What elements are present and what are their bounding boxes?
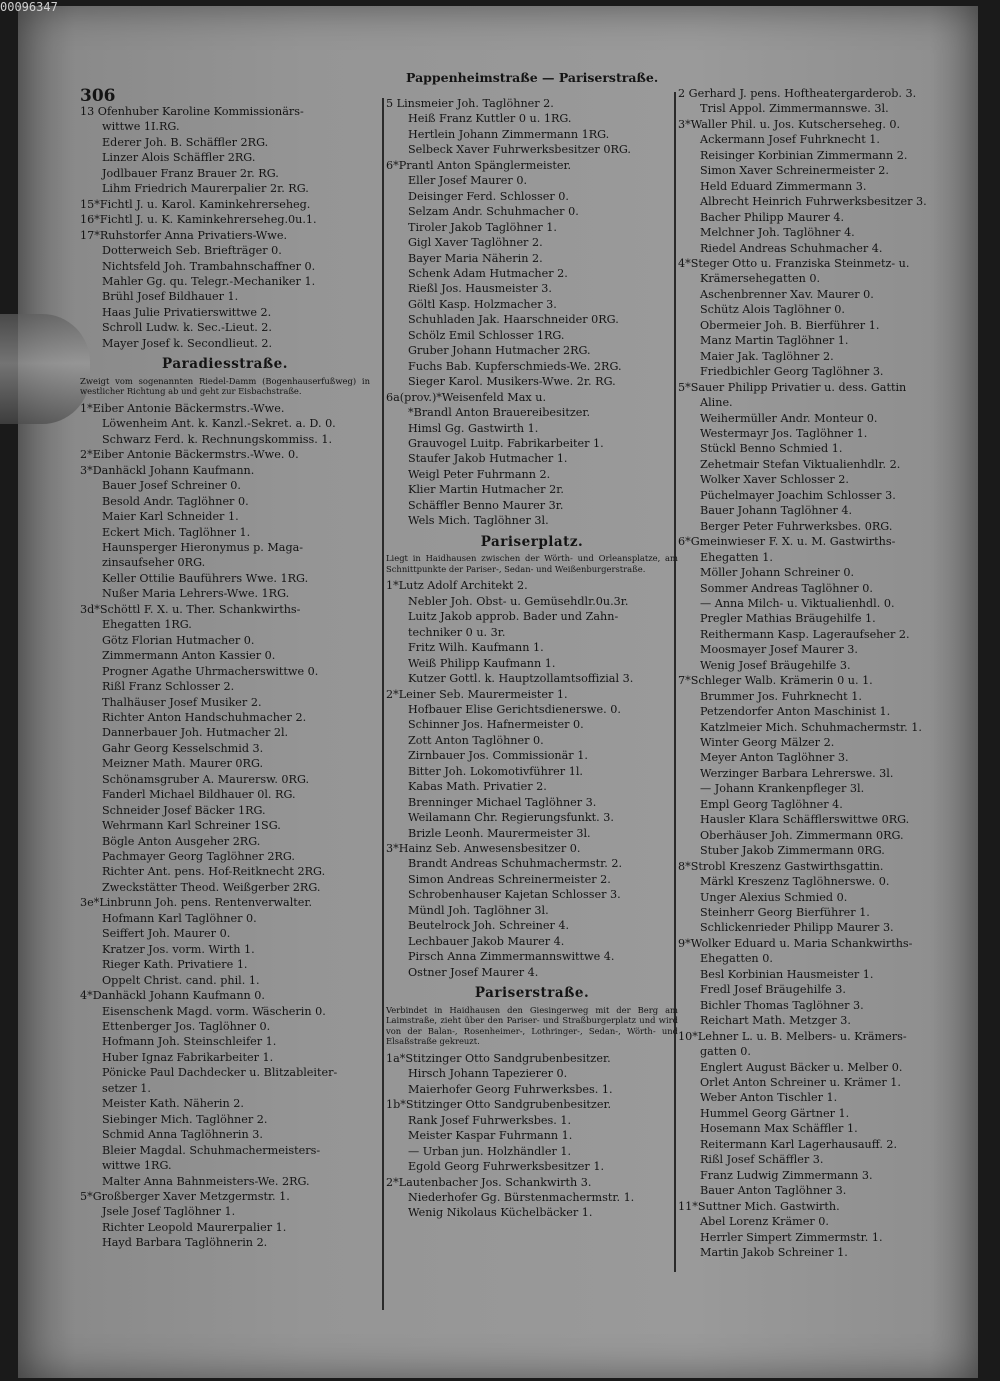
directory-entry: Hosemann Max Schäffler 1.	[700, 1122, 858, 1136]
directory-entry: 6*Prantl Anton Spänglermeister.	[386, 158, 572, 172]
directory-entry: 5 Linsmeier Joh. Taglöhner 2.	[386, 97, 554, 110]
directory-entry: Unger Alexius Schmied 0.	[700, 890, 848, 904]
directory-entry: Bayer Maria Näherin 2.	[408, 251, 543, 265]
directory-entry: Zirnbauer Jos. Commissionär 1.	[408, 749, 588, 763]
column-rule-left	[382, 98, 384, 1310]
directory-entry: wittwe 1RG.	[102, 1159, 172, 1173]
directory-entry: Kratzer Jos. vorm. Wirth 1.	[102, 942, 255, 956]
directory-entry: Eisenschenk Magd. vorm. Wäscherin 0.	[102, 1004, 326, 1018]
directory-entry: 3e*Linbrunn Joh. pens. Rentenverwalter.	[80, 896, 313, 910]
directory-entry: Grauvogel Luitp. Fabrikarbeiter 1.	[408, 436, 604, 450]
directory-entry: Richter Anton Handschuhmacher 2.	[102, 710, 307, 724]
directory-entry: 4*Danhäckl Johann Kaufmann 0.	[80, 989, 265, 1003]
directory-entry: Franz Ludwig Zimmermann 3.	[700, 1168, 873, 1182]
directory-entry: Bauer Anton Taglöhner 3.	[700, 1184, 847, 1198]
directory-entry: Wenig Josef Bräugehilfe 3.	[700, 658, 851, 672]
directory-entry: Dotterweich Seb. Briefträger 0.	[102, 244, 282, 258]
directory-entry: Heiß Franz Kuttler 0 u. 1RG.	[408, 112, 572, 126]
directory-entry: Niederhofer Gg. Bürstenmachermstr. 1.	[408, 1191, 635, 1205]
directory-entry: Herrler Simpert Zimmermstr. 1.	[700, 1230, 883, 1244]
street-heading: Pariserplatz.	[480, 533, 584, 550]
directory-entry: Schlickenrieder Philipp Maurer 3.	[700, 921, 894, 935]
directory-entry: Zimmermann Anton Kassier 0.	[102, 649, 276, 663]
directory-entry: Richter Ant. pens. Hof-Reitknecht 2RG.	[102, 865, 326, 879]
directory-entry: Bitter Joh. Lokomotivführer 1l.	[408, 764, 583, 778]
street-note: Zweigt vom sogenannten Riedel-Damm (Bogenhauserfußweg) in westlicher Richtung ab und geht zur Eisbachstraße.	[80, 375, 370, 397]
directory-entry: Kutzer Gottl. k. Hauptzollamtsoffizial 3.	[408, 672, 634, 686]
directory-entry: Riedel Andreas Schuhmacher 4.	[700, 241, 883, 255]
directory-entry: Bacher Philipp Maurer 4.	[700, 210, 845, 224]
directory-entry: Ehegatten 0.	[700, 952, 773, 966]
directory-entry: techniker 0 u. 3r.	[408, 625, 506, 639]
directory-entry: Zweckstätter Theod. Weißgerber 2RG.	[102, 880, 321, 894]
book-page	[18, 6, 978, 1378]
directory-entry: Ackermann Josef Fuhrknecht 1.	[700, 133, 880, 147]
directory-entry: Hertlein Johann Zimmermann 1RG.	[408, 127, 610, 141]
directory-entry: 2*Leiner Seb. Maurermeister 1.	[386, 687, 568, 701]
directory-entry: 6a(prov.)*Weisenfeld Max u.	[386, 390, 547, 404]
directory-entry: Hofmann Karl Taglöhner 0.	[102, 911, 257, 925]
directory-entry: 2*Eiber Antonie Bäckermstrs.-Wwe. 0.	[80, 448, 299, 462]
directory-entry: Simon Xaver Schreinermeister 2.	[700, 164, 889, 178]
street-heading: Pariserstraße.	[474, 985, 590, 1002]
directory-entry: Nichtsfeld Joh. Trambahnschaffner 0.	[102, 259, 316, 273]
page-clip	[0, 314, 90, 424]
directory-entry: Rießl Jos. Hausmeister 3.	[408, 282, 552, 296]
directory-entry: Rißl Josef Schäffler 3.	[700, 1153, 824, 1167]
directory-entry: Gahr Georg Kesselschmid 3.	[102, 741, 264, 755]
directory-entry: Löwenheim Ant. k. Kanzl.-Sekret. a. D. 0.	[102, 417, 336, 431]
directory-entry: Abel Lorenz Krämer 0.	[700, 1215, 829, 1229]
directory-entry: Maier Karl Schneider 1.	[102, 510, 239, 524]
directory-entry: 4*Steger Otto u. Franziska Steinmetz- u.	[678, 256, 910, 270]
directory-entry: Hirsch Johann Tapezierer 0.	[408, 1067, 568, 1081]
directory-entry: Märkl Kreszenz Taglöhnerswe. 0.	[700, 875, 890, 889]
directory-entry: Petzendorfer Anton Maschinist 1.	[700, 705, 891, 719]
directory-entry: 15*Fichtl J. u. Karol. Kaminkehrerseheg.	[80, 197, 311, 211]
directory-entry: Moosmayer Josef Maurer 3.	[700, 643, 858, 657]
directory-entry: Pregler Mathias Bräugehilfe 1.	[700, 612, 876, 626]
running-head: Pappenheimstraße — Pariserstraße.	[406, 70, 659, 85]
directory-entry: 9*Wolker Eduard u. Maria Schankwirths-	[678, 936, 913, 950]
directory-entry: Schuhladen Jak. Haarschneider 0RG.	[408, 313, 619, 327]
directory-entry: Schäffler Benno Maurer 3r.	[408, 498, 564, 512]
directory-entry: Maierhofer Georg Fuhrwerksbes. 1.	[408, 1082, 613, 1096]
directory-entry: Wenig Nikolaus Küchelbäcker 1.	[408, 1206, 593, 1220]
directory-entry: Bauer Johann Taglöhner 4.	[700, 504, 853, 518]
directory-entry: Reithermann Kasp. Lageraufseher 2.	[700, 627, 910, 641]
directory-entry: 1*Eiber Antonie Bäckermstrs.-Wwe.	[80, 401, 285, 415]
directory-entry: Schenk Adam Hutmacher 2.	[408, 266, 568, 280]
directory-entry: Bögle Anton Ausgeher 2RG.	[102, 834, 261, 848]
directory-entry: Pirsch Anna Zimmermannswittwe 4.	[408, 950, 615, 964]
directory-entry: Klier Martin Hutmacher 2r.	[408, 483, 564, 497]
directory-entry: 2*Lautenbacher Jos. Schankwirth 3.	[386, 1175, 592, 1189]
directory-entry: Hausler Klara Schäfflerswittwe 0RG.	[700, 813, 910, 827]
directory-entry: Oberhäuser Joh. Zimmermann 0RG.	[700, 828, 904, 842]
directory-entry: gatten 0.	[700, 1045, 751, 1059]
directory-entry: Kabas Math. Privatier 2.	[408, 780, 547, 794]
street-heading: Paradiesstraße.	[162, 356, 288, 373]
directory-entry: Orlet Anton Schreiner u. Krämer 1.	[700, 1076, 901, 1089]
directory-entry: Bauer Josef Schreiner 0.	[102, 479, 241, 493]
street-note: Liegt in Haidhausen zwischen der Wörth- und Orleansplatze, am Schnittpunkte der Pariser-, Sedan- und Weißenburgerstraße.	[386, 553, 678, 574]
directory-entry: Lechbauer Jakob Maurer 4.	[408, 934, 565, 948]
directory-entry: 10*Lehner L. u. B. Melbers- u. Krämers-	[678, 1029, 907, 1043]
directory-entry: Bleier Magdal. Schuhmachermeisters-	[102, 1143, 321, 1157]
directory-entry: Reitermann Karl Lagerhausauff. 2.	[700, 1137, 898, 1151]
directory-entry: Selbeck Xaver Fuhrwerksbesitzer 0RG.	[408, 143, 631, 157]
directory-entry: Trisl Appol. Zimmermannswe. 3l.	[700, 102, 889, 116]
directory-entry: 6*Gmeinwieser F. X. u. M. Gastwirths-	[678, 535, 896, 549]
directory-entry: Schroll Ludw. k. Sec.-Lieut. 2.	[102, 321, 272, 335]
directory-entry: Wolker Xaver Schlosser 2.	[700, 473, 849, 487]
directory-entry: Weigl Peter Fuhrmann 2.	[408, 467, 551, 481]
directory-entry: Brizle Leonh. Maurermeister 3l.	[408, 826, 591, 840]
directory-entry: Rank Josef Fuhrwerksbes. 1.	[408, 1113, 572, 1127]
directory-entry: 3*Waller Phil. u. Jos. Kutscherseheg. 0.	[678, 117, 901, 131]
directory-entry: Beutelrock Joh. Schreiner 4.	[408, 919, 570, 933]
directory-entry: Haas Julie Privatierswittwe 2.	[102, 305, 272, 319]
directory-entry: Ettenberger Jos. Taglöhner 0.	[102, 1020, 271, 1034]
directory-entry: 5*Sauer Philipp Privatier u. dess. Gattin	[678, 380, 907, 394]
directory-entry: Obermeier Joh. B. Bierführer 1.	[700, 318, 880, 332]
directory-entry: Gigl Xaver Taglöhner 2.	[408, 236, 543, 250]
directory-entry: Seiffert Joh. Maurer 0.	[102, 927, 231, 941]
directory-entry: Werzinger Barbara Lehrerswe. 3l.	[700, 766, 894, 780]
directory-entry: 3*Hainz Seb. Anwesensbesitzer 0.	[386, 842, 581, 856]
directory-entry: Rieger Kath. Privatiere 1.	[102, 958, 248, 972]
directory-entry: Brandt Andreas Schuhmachermstr. 2.	[408, 857, 623, 871]
directory-entry: Schönamsgruber A. Maurersw. 0RG.	[102, 772, 310, 786]
directory-entry: Hofbauer Elise Gerichtsdienerswe. 0.	[408, 702, 621, 716]
directory-entry: Püchelmayer Joachim Schlosser 3.	[700, 488, 896, 502]
directory-entry: Held Eduard Zimmermann 3.	[700, 179, 867, 193]
directory-entry: Stückl Benno Schmied 1.	[700, 442, 843, 456]
directory-entry: zinsaufseher 0RG.	[102, 556, 206, 570]
directory-entry: Eller Josef Maurer 0.	[408, 174, 528, 188]
directory-entry: Göltl Kasp. Holzmacher 3.	[408, 297, 557, 311]
directory-entry: Empl Georg Taglöhner 4.	[700, 797, 843, 811]
directory-entry: 8*Strobl Kreszenz Gastwirthsgattin.	[678, 859, 884, 873]
directory-entry: 3d*Schöttl F. X. u. Ther. Schankwirths-	[80, 602, 301, 616]
directory-entry: Huber Ignaz Fabrikarbeiter 1.	[102, 1050, 274, 1064]
directory-entry: Schölz Emil Schlosser 1RG.	[408, 328, 565, 342]
directory-entry: Jodlbauer Franz Brauer 2r. RG.	[102, 166, 279, 180]
directory-entry: Richter Leopold Maurerpalier 1.	[102, 1220, 287, 1234]
directory-entry: 1b*Stitzinger Otto Sandgrubenbesitzer.	[386, 1098, 612, 1112]
directory-entry: Linzer Alois Schäffler 2RG.	[102, 151, 256, 165]
directory-entry: Meister Kath. Näherin 2.	[102, 1097, 244, 1111]
column-2	[386, 96, 678, 1221]
directory-entry: Ederer Joh. B. Schäffler 2RG.	[102, 135, 269, 149]
directory-entry: Ehegatten 1.	[700, 550, 773, 564]
directory-entry: Egold Georg Fuhrwerksbesitzer 1.	[408, 1160, 604, 1174]
directory-entry: Gruber Johann Hutmacher 2RG.	[408, 344, 591, 358]
directory-entry: Pönicke Paul Dachdecker u. Blitzableiter-	[102, 1066, 338, 1080]
directory-entry: Oppelt Christ. cand. phil. 1.	[102, 973, 260, 987]
directory-entry: Zott Anton Taglöhner 0.	[408, 733, 544, 747]
column-3	[678, 86, 978, 1260]
directory-entry: Thalhäuser Josef Musiker 2.	[102, 695, 262, 709]
directory-entry: Nebler Joh. Obst- u. Gemüsehdlr.0u.3r.	[408, 594, 629, 608]
directory-entry: 2 Gerhard J. pens. Hoftheatergarderob. 3.	[678, 87, 917, 100]
directory-entry: Reisinger Korbinian Zimmermann 2.	[700, 148, 908, 162]
directory-entry: Krämersehegatten 0.	[700, 272, 821, 286]
directory-entry: Bichler Thomas Taglöhner 3.	[700, 998, 864, 1012]
directory-entry: Meyer Anton Taglöhner 3.	[700, 751, 849, 765]
directory-entry: Mündl Joh. Taglöhner 3l.	[408, 903, 549, 917]
directory-entry: Meizner Math. Maurer 0RG.	[102, 757, 264, 771]
column-1	[80, 104, 370, 1251]
directory-entry: Fritz Wilh. Kaufmann 1.	[408, 641, 544, 655]
directory-entry: Himsl Gg. Gastwirth 1.	[408, 421, 539, 435]
directory-entry: wittwe 1I.RG.	[102, 120, 180, 134]
directory-entry: Hayd Barbara Taglöhnerin 2.	[102, 1236, 268, 1250]
directory-entry: — Urban jun. Holzhändler 1.	[408, 1144, 572, 1158]
directory-entry: Deisinger Ferd. Schlosser 0.	[408, 189, 569, 203]
directory-entry: 11*Suttner Mich. Gastwirth.	[678, 1199, 840, 1213]
directory-entry: Winter Georg Mälzer 2.	[700, 736, 835, 750]
directory-entry: Haunsperger Hieronymus p. Maga-	[102, 540, 304, 554]
directory-entry: Mayer Josef k. Secondlieut. 2.	[102, 336, 273, 350]
directory-entry: Fuchs Bab. Kupferschmieds-We. 2RG.	[408, 359, 622, 373]
directory-entry: Schmid Anna Taglöhnerin 3.	[102, 1128, 263, 1142]
directory-entry: Schinner Jos. Hafnermeister 0.	[408, 718, 584, 732]
directory-entry: 13 Ofenhuber Karoline Kommissionärs-	[80, 105, 304, 118]
directory-entry: 1*Lutz Adolf Architekt 2.	[386, 579, 528, 593]
directory-entry: Katzlmeier Mich. Schuhmachermstr. 1.	[700, 720, 922, 734]
directory-entry: 16*Fichtl J. u. K. Kaminkehrerseheg.0u.1.	[80, 213, 317, 227]
directory-entry: *Brandl Anton Brauereibesitzer.	[408, 406, 591, 420]
directory-entry: Eckert Mich. Taglöhner 1.	[102, 525, 251, 539]
directory-entry: Reichart Math. Metzger 3.	[700, 1014, 851, 1028]
directory-entry: Staufer Jakob Hutmacher 1.	[408, 452, 568, 466]
directory-entry: Pachmayer Georg Taglöhner 2RG.	[102, 850, 295, 864]
directory-entry: Ostner Josef Maurer 4.	[408, 965, 539, 979]
directory-entry: Albrecht Heinrich Fuhrwerksbesitzer 3.	[700, 195, 927, 209]
directory-entry: Steinherr Georg Bierführer 1.	[700, 906, 870, 920]
directory-entry: Progner Agathe Uhrmacherswittwe 0.	[102, 664, 319, 678]
directory-entry: Sieger Karol. Musikers-Wwe. 2r. RG.	[408, 375, 616, 389]
directory-entry: Hummel Georg Gärtner 1.	[700, 1106, 850, 1120]
directory-entry: Nußer Maria Lehrers-Wwe. 1RG.	[102, 587, 290, 601]
directory-entry: — Johann Krankenpfleger 3l.	[700, 782, 865, 796]
directory-entry: Schwarz Ferd. k. Rechnungskommiss. 1.	[102, 432, 333, 446]
directory-entry: 7*Schleger Walb. Krämerin 0 u. 1.	[678, 674, 873, 688]
directory-entry: Wehrmann Karl Schreiner 1SG.	[102, 819, 281, 833]
directory-entry: Keller Ottilie Bauführers Wwe. 1RG.	[102, 571, 309, 585]
directory-entry: Rißl Franz Schlosser 2.	[102, 680, 235, 694]
directory-entry: Berger Peter Fuhrwerksbes. 0RG.	[700, 519, 893, 533]
directory-entry: Götz Florian Hutmacher 0.	[102, 633, 255, 647]
directory-entry: Weilamann Chr. Regierungsfunkt. 3.	[408, 811, 614, 825]
directory-entry: Brühl Josef Bildhauer 1.	[102, 290, 239, 304]
directory-entry: Dannerbauer Joh. Hutmacher 2l.	[102, 726, 289, 740]
directory-entry: Brummer Jos. Fuhrknecht 1.	[700, 689, 862, 703]
directory-entry: Martin Jakob Schreiner 1.	[700, 1245, 848, 1259]
directory-entry: Simon Andreas Schreinermeister 2.	[408, 872, 611, 886]
directory-entry: Schneider Josef Bäcker 1RG.	[102, 803, 266, 817]
directory-entry: Weber Anton Tischler 1.	[700, 1091, 838, 1105]
directory-entry: setzer 1.	[102, 1081, 151, 1095]
directory-entry: Sommer Andreas Taglöhner 0.	[700, 581, 873, 595]
directory-entry: Lihm Friedrich Maurerpalier 2r. RG.	[102, 182, 309, 196]
directory-entry: Besl Korbinian Hausmeister 1.	[700, 967, 874, 981]
directory-entry: Englert August Bäcker u. Melber 0.	[700, 1060, 903, 1074]
directory-entry: Ehegatten 1RG.	[102, 618, 192, 632]
directory-entry: Fanderl Michael Bildhauer 0l. RG.	[102, 788, 296, 802]
directory-entry: Tiroler Jakob Taglöhner 1.	[408, 220, 557, 234]
directory-entry: 1a*Stitzinger Otto Sandgrubenbesitzer.	[386, 1051, 611, 1065]
directory-entry: Friedbichler Georg Taglöhner 3.	[700, 365, 884, 379]
directory-entry: Melchner Joh. Taglöhner 4.	[700, 226, 855, 240]
directory-entry: Wels Mich. Taglöhner 3l.	[408, 514, 549, 528]
directory-entry: Weihermüller Andr. Monteur 0.	[700, 411, 878, 425]
directory-entry: Schütz Alois Taglöhner 0.	[700, 303, 845, 317]
directory-entry: Schrobenhauser Kajetan Schlosser 3.	[408, 888, 621, 902]
directory-entry: Jsele Josef Taglöhner 1.	[102, 1205, 236, 1219]
directory-entry: Mahler Gg. qu. Telegr.-Mechaniker 1.	[102, 274, 316, 288]
directory-entry: Hofmann Joh. Steinschleifer 1.	[102, 1035, 277, 1049]
directory-entry: Manz Martin Taglöhner 1.	[700, 334, 849, 348]
street-note: Verbindet in Haidhausen den Giesingerweg mit der Berg am Laimstraße, zieht über den Pariser- und Straßburgerplatz und wird von der Balan-, Rosenheimer-, Lothringer-, Sedan-, Wörth- und Elsaßstraße gekreuzt.	[386, 1004, 678, 1047]
directory-entry: — Anna Milch- u. Viktualienhdl. 0.	[700, 596, 895, 610]
directory-entry: Weiß Philipp Kaufmann 1.	[408, 656, 556, 670]
scan-code: 00096347	[0, 0, 58, 14]
directory-entry: Brenninger Michael Taglöhner 3.	[408, 795, 597, 809]
directory-entry: Fredl Josef Bräugehilfe 3.	[700, 983, 846, 997]
directory-entry: Selzam Andr. Schuhmacher 0.	[408, 205, 579, 219]
directory-entry: Möller Johann Schreiner 0.	[700, 566, 855, 580]
directory-entry: Besold Andr. Taglöhner 0.	[102, 494, 249, 508]
page-number: 306	[80, 86, 116, 106]
directory-entry: 3*Danhäckl Johann Kaufmann.	[80, 463, 255, 477]
directory-entry: Stuber Jakob Zimmermann 0RG.	[700, 844, 885, 858]
directory-entry: Siebinger Mich. Taglöhner 2.	[102, 1112, 268, 1126]
directory-entry: Zehetmair Stefan Viktualienhdlr. 2.	[700, 457, 901, 471]
directory-entry: 5*Großberger Xaver Metzgermstr. 1.	[80, 1190, 290, 1203]
directory-entry: Westermayr Jos. Taglöhner 1.	[700, 426, 868, 440]
directory-entry: Maier Jak. Taglöhner 2.	[700, 349, 834, 363]
directory-entry: Luitz Jakob approb. Bader und Zahn-	[408, 610, 619, 624]
directory-entry: Malter Anna Bahnmeisters-We. 2RG.	[102, 1174, 310, 1188]
directory-entry: Aschenbrenner Xav. Maurer 0.	[700, 287, 874, 301]
directory-entry: Meister Kaspar Fuhrmann 1.	[408, 1129, 573, 1143]
directory-entry: 17*Ruhstorfer Anna Privatiers-Wwe.	[80, 228, 288, 242]
directory-entry: Aline.	[700, 396, 733, 410]
